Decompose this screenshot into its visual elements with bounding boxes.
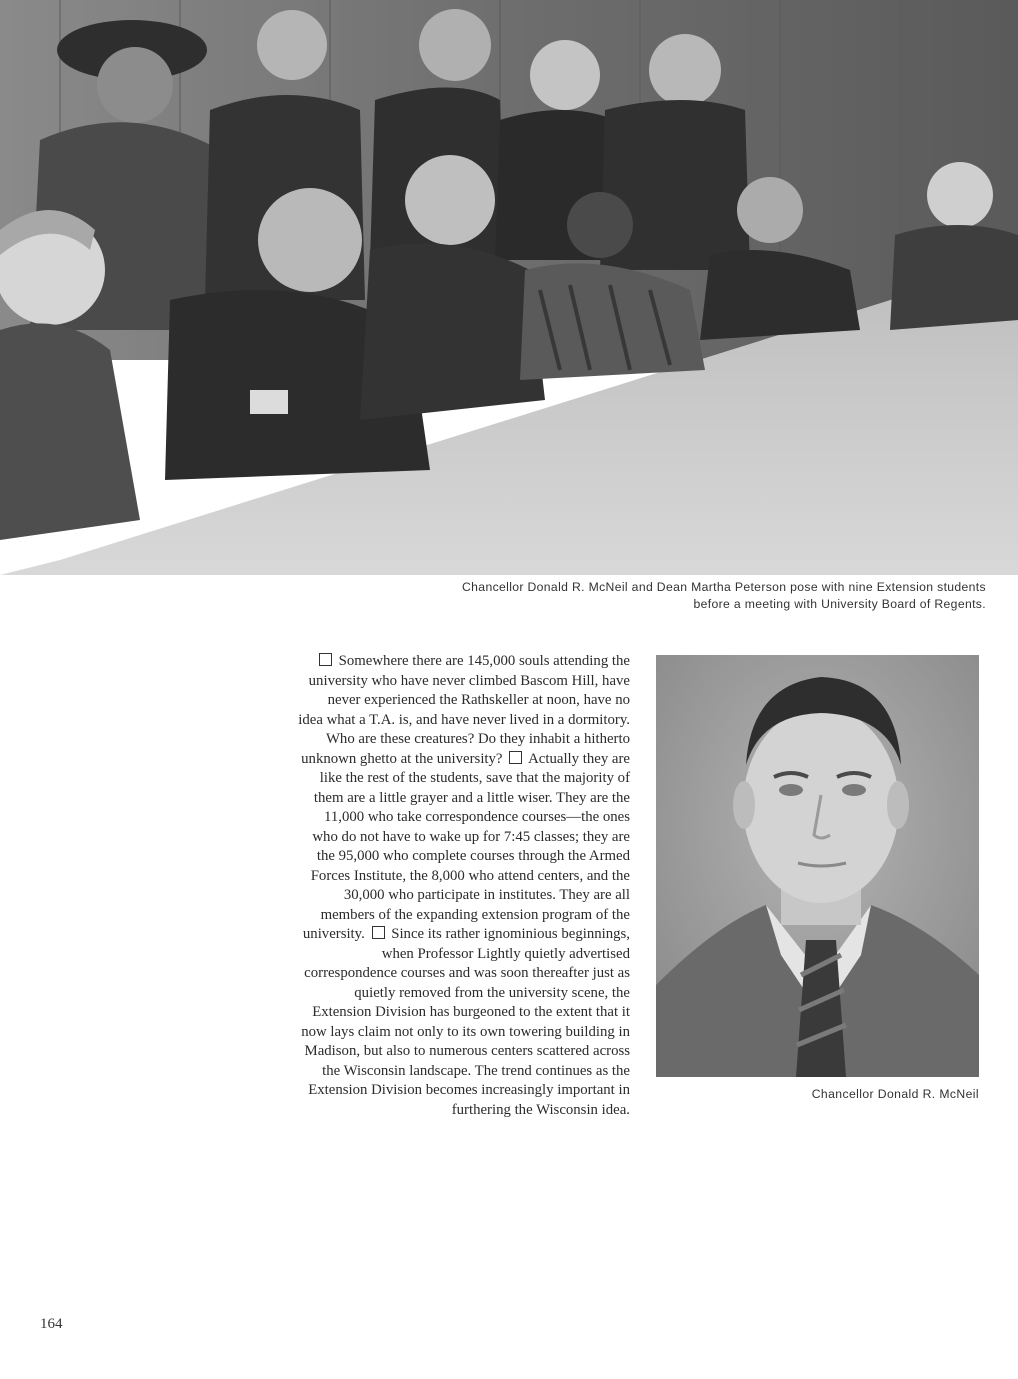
text-line: quietly removed from the university scene, the xyxy=(354,984,630,1001)
portrait-image xyxy=(656,655,979,1077)
text-line: Extension Division becomes increasingly important in xyxy=(308,1082,630,1098)
portrait-caption: Chancellor Donald R. McNeil xyxy=(811,1087,979,1101)
page-number: 164 xyxy=(40,1316,63,1332)
group-photo xyxy=(0,0,1018,575)
text-line: 11,000 who take correspondence courses—the ones xyxy=(324,809,630,825)
text-line-content: Somewhere there are 145,000 souls attending the xyxy=(338,653,630,669)
text-line: furthering the Wisconsin idea. xyxy=(451,1101,630,1118)
text-line: them are a little grayer and a little wiser. They are the xyxy=(313,789,630,806)
text-line: when Professor Lightly quietly advertised xyxy=(381,945,630,962)
caption-line: before a meeting with University Board of Regents. xyxy=(693,597,986,611)
text-line xyxy=(232,925,630,945)
text-line: the Wisconsin landscape. The trend continues as the xyxy=(322,1062,630,1079)
text-line: members of the expanding extension program of the xyxy=(320,906,630,923)
caption-line: Chancellor Donald R. McNeil and Dean Martha Peterson pose with nine Extension students xyxy=(462,580,986,594)
text-line: 30,000 who participate in institutes. They are all xyxy=(343,887,630,903)
text-line: Madison, but also to numerous centers scattered across xyxy=(304,1043,630,1059)
text-line-content: unknown ghetto at the university? xyxy=(301,750,503,767)
text-line-content: Actually they are xyxy=(528,750,630,767)
text-line: Extension Division has burgeoned to the extent that it xyxy=(312,1004,630,1020)
text-line: the 95,000 who complete courses through the Armed xyxy=(316,848,630,864)
text-line: idea what a T.A. is, and have never lived in a dormitory. xyxy=(298,711,630,728)
text-line-content: university. xyxy=(302,926,365,942)
square-bullet-icon xyxy=(372,926,385,939)
text-line: Who are these creatures? Do they inhabit a hitherto xyxy=(325,731,630,747)
text-line: now lays claim not only to its own towering building in xyxy=(301,1023,630,1040)
portrait-photo xyxy=(656,655,979,1077)
text-line: Forces Institute, the 8,000 who attend centers, and the xyxy=(310,867,630,884)
text-line: who do not have to wake up for 7:45 classes; they are xyxy=(312,828,630,845)
text-line xyxy=(232,750,630,770)
text-line: correspondence courses and was soon thereafter just as xyxy=(304,965,630,981)
square-bullet-icon xyxy=(319,653,332,666)
text-line-content: Since its rather ignominious beginnings, xyxy=(391,926,630,942)
text-line: university who have never climbed Bascom Hill, have xyxy=(308,672,630,689)
text-line: like the rest of the students, save that the majority of xyxy=(319,770,630,786)
article-text xyxy=(232,652,630,1120)
square-bullet-icon xyxy=(509,751,522,764)
text-line xyxy=(232,652,630,672)
text-line: never experienced the Rathskeller at noon, have no xyxy=(327,692,630,708)
group-photo-caption xyxy=(346,579,986,613)
group-photo-image xyxy=(0,0,1018,575)
